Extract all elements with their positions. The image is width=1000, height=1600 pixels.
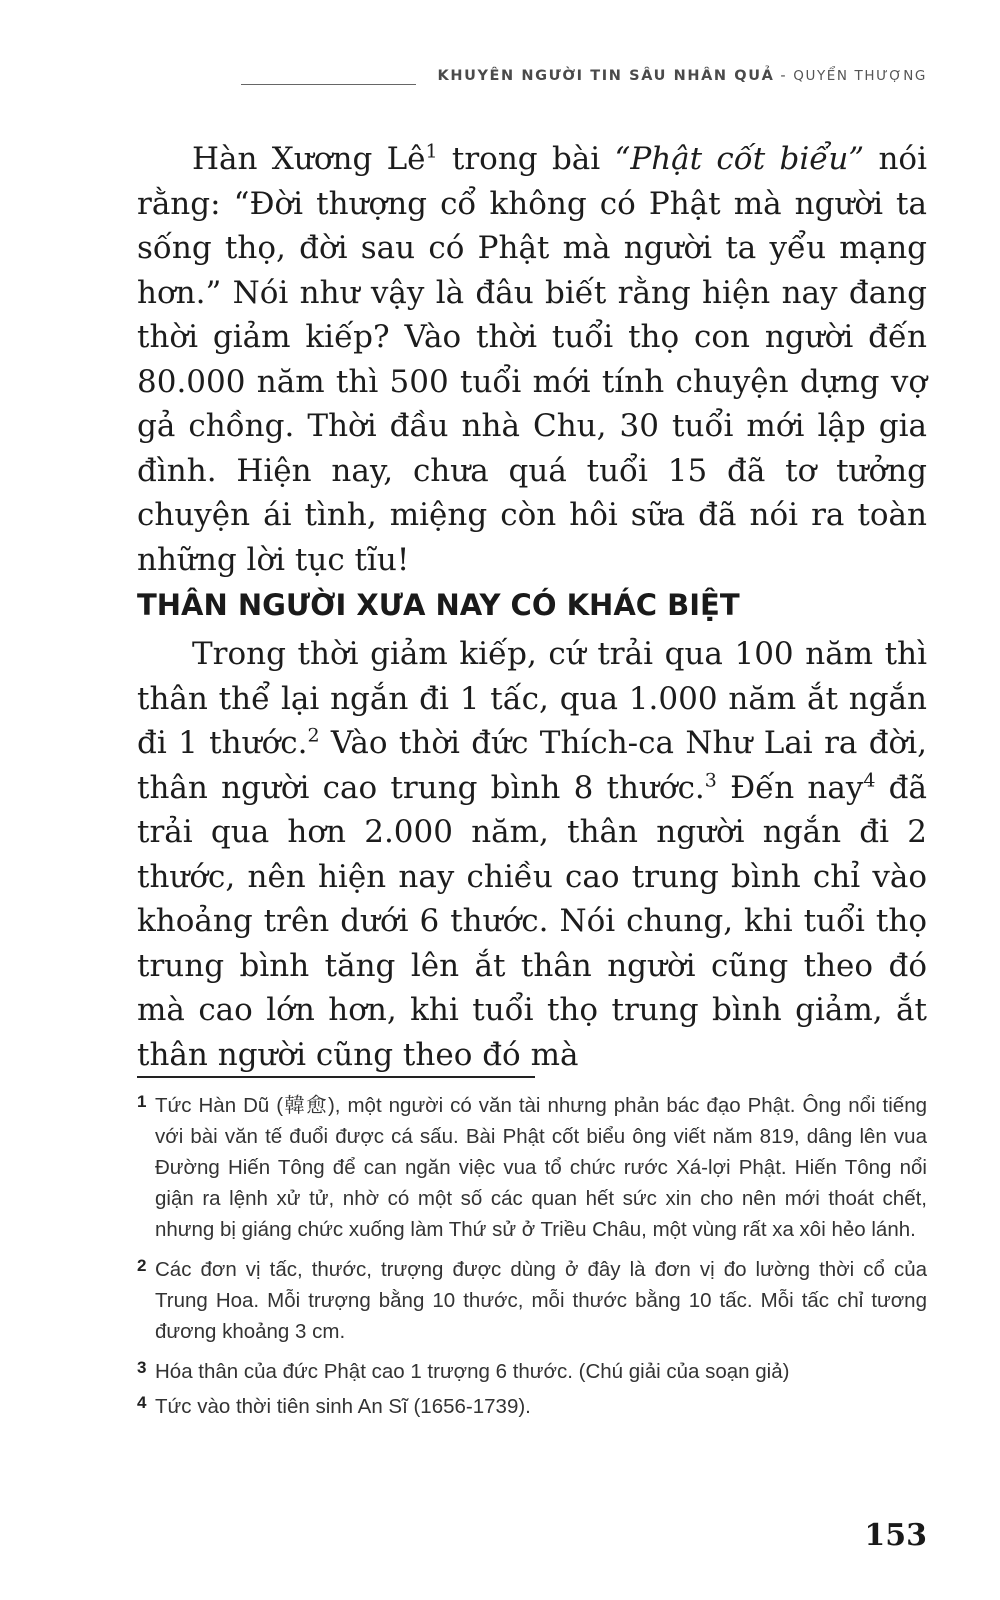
- p1-text-b: trong bài: [437, 141, 615, 177]
- footnote-1: [137, 1090, 927, 1245]
- volume-label: QUYỂN THƯỢNG: [793, 68, 927, 84]
- footnote-ref-3[interactable]: 3: [704, 769, 717, 792]
- header-rule: [241, 84, 416, 85]
- footnotes: [137, 1090, 927, 1422]
- footnote-2: [137, 1254, 927, 1347]
- footnote-ref-1[interactable]: 1: [425, 140, 438, 163]
- footnote-ref-4[interactable]: 4: [863, 769, 876, 792]
- footnote-number: 4: [137, 1393, 147, 1412]
- work-title: “Phật cốt biểu”: [614, 141, 865, 177]
- footnote-4: [137, 1391, 927, 1422]
- p1-text-a: Hàn Xương Lê: [192, 141, 426, 177]
- section-heading: THÂN NGƯỜI XƯA NAY CÓ KHÁC BIỆT: [137, 588, 740, 622]
- footnote-text: Tức Hàn Dũ (韓愈), một người có văn tài nhưng phản bác đạo Phật. Ông nổi tiếng với bài văn tế đuổi được cá sấu. Bài Phật cốt biểu ông viết năm 819, dâng lên vua Đường Hiến Tông để can ngăn việc vua tổ chức rước Xá-lợi Phật. Hiến Tông nổi giận ra lệnh xử tử, nhờ có một số các quan hết sức xin cho nên mới thoát chết, nhưng bị giáng chức xuống làm Thứ sử ở Triều Châu, một vùng rất xa xôi hẻo lánh.: [155, 1094, 927, 1241]
- header-separator: -: [780, 68, 788, 84]
- footnote-number: 1: [137, 1092, 147, 1111]
- paragraph-2: [137, 632, 927, 1077]
- footnote-rule: [137, 1076, 535, 1078]
- running-header: [137, 62, 927, 90]
- footnote-number: 3: [137, 1358, 147, 1377]
- p1-text-c: nói rằng: “Đời thượng cổ không có Phật mà người ta sống thọ, đời sau có Phật mà người ta yểu mạng hơn.” Nói như vậy là đâu biết rằng hiện nay đang thời giảm kiếp? Vào thời tuổi thọ con người đến 80.000 năm thì 500 tuổi mới tính chuyện dựng vợ gả chồng. Thời đầu nhà Chu, 30 tuổi mới lập gia đình. Hiện nay, chưa quá tuổi 15 đã tơ tưởng chuyện ái tình, miệng còn hôi sữa đã nói ra toàn những lời tục tĩu!: [137, 141, 927, 578]
- footnote-number: 2: [137, 1256, 147, 1275]
- book-title: KHUYÊN NGƯỜI TIN SÂU NHÂN QUẢ: [437, 68, 775, 84]
- footnote-ref-2[interactable]: 2: [307, 724, 320, 747]
- footnote-text: Các đơn vị tấc, thước, trượng được dùng ở đây là đơn vị đo lường thời cổ của Trung Hoa. Mỗi trượng bằng 10 thước, mỗi thước bằng 10 tấc. Mỗi tấc chỉ tương đương khoảng 3 cm.: [155, 1258, 927, 1343]
- page-number: 153: [864, 1518, 927, 1553]
- p2-text-c: Đến nay: [716, 769, 864, 806]
- footnote-text: Hóa thân của đức Phật cao 1 trượng 6 thước. (Chú giải của soạn giả): [155, 1360, 790, 1383]
- paragraph-1: [137, 137, 927, 582]
- p2-text-b: Vào thời đức Thích-ca Như Lai ra đời, thân người cao trung bình 8 thước.: [137, 725, 927, 806]
- footnote-3: [137, 1356, 927, 1387]
- footnote-text: Tức vào thời tiên sinh An Sĩ (1656-1739).: [155, 1395, 531, 1418]
- p2-text-a: Trong thời giảm kiếp, cứ trải qua 100 năm thì thân thể lại ngắn đi 1 tấc, qua 1.000 năm ắt ngắn đi 1 thước.: [137, 636, 927, 761]
- p2-text-d: đã trải qua hơn 2.000 năm, thân người ngắn đi 2 thước, nên hiện nay chiều cao trung bình chỉ vào khoảng trên dưới 6 thước. Nói chung, khi tuổi thọ trung bình tăng lên ắt thân người cũng theo đó mà cao lớn hơn, khi tuổi thọ trung bình giảm, ắt thân người cũng theo đó mà: [137, 769, 927, 1073]
